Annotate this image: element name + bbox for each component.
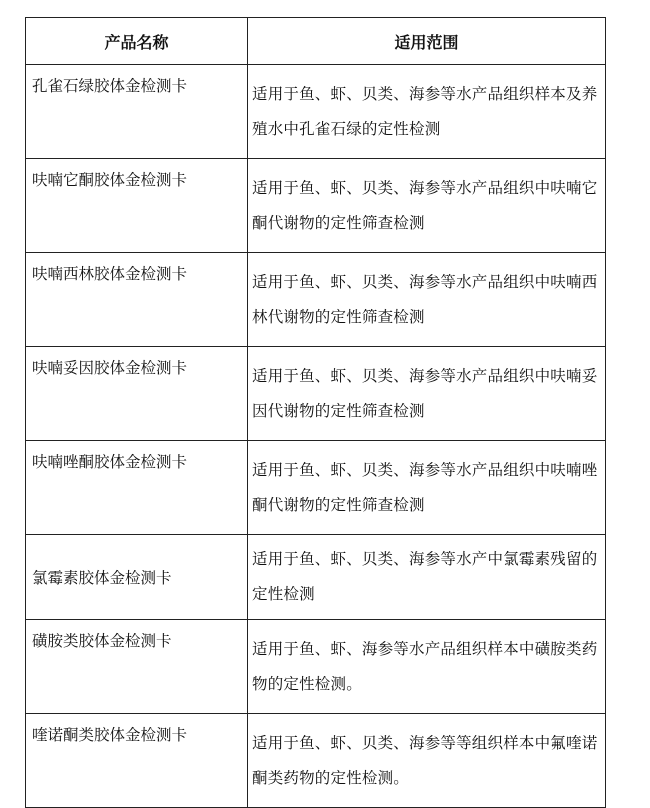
product-name-cell: 呋喃西林胶体金检测卡 xyxy=(26,253,248,347)
table-row xyxy=(26,347,606,441)
scope-cell: 适用于鱼、虾、贝类、海参等等组织样本中氟喹诺酮类药物的定性检测。 xyxy=(248,714,606,808)
table-row xyxy=(26,159,606,253)
table-row xyxy=(26,253,606,347)
scope-cell: 适用于鱼、虾、贝类、海参等水产品组织中呋喃妥因代谢物的定性筛查检测 xyxy=(248,347,606,441)
product-table xyxy=(25,17,606,808)
product-name-cell: 氯霉素胶体金检测卡 xyxy=(26,535,248,620)
table-row xyxy=(26,441,606,535)
header-product-name: 产品名称 xyxy=(26,18,248,65)
scope-cell: 适用于鱼、虾、贝类、海参等水产品组织中呋喃唑酮代谢物的定性筛查检测 xyxy=(248,441,606,535)
product-name-cell: 磺胺类胶体金检测卡 xyxy=(26,620,248,714)
product-name-cell: 喹诺酮类胶体金检测卡 xyxy=(26,714,248,808)
table-header-row xyxy=(26,18,606,65)
product-name-cell: 呋喃妥因胶体金检测卡 xyxy=(26,347,248,441)
scope-cell: 适用于鱼、虾、海参等水产品组织样本中磺胺类药物的定性检测。 xyxy=(248,620,606,714)
table-row xyxy=(26,714,606,808)
product-name-cell: 呋喃唑酮胶体金检测卡 xyxy=(26,441,248,535)
product-name-cell: 呋喃它酮胶体金检测卡 xyxy=(26,159,248,253)
table-row xyxy=(26,620,606,714)
product-name-cell: 孔雀石绿胶体金检测卡 xyxy=(26,65,248,159)
scope-cell: 适用于鱼、虾、贝类、海参等水产中氯霉素残留的定性检测 xyxy=(248,535,606,620)
table-row xyxy=(26,65,606,159)
header-scope: 适用范围 xyxy=(248,18,606,65)
scope-cell: 适用于鱼、虾、贝类、海参等水产品组织中呋喃它酮代谢物的定性筛查检测 xyxy=(248,159,606,253)
table-row xyxy=(26,535,606,620)
scope-cell: 适用于鱼、虾、贝类、海参等水产品组织样本及养殖水中孔雀石绿的定性检测 xyxy=(248,65,606,159)
scope-cell: 适用于鱼、虾、贝类、海参等水产品组织中呋喃西林代谢物的定性筛查检测 xyxy=(248,253,606,347)
